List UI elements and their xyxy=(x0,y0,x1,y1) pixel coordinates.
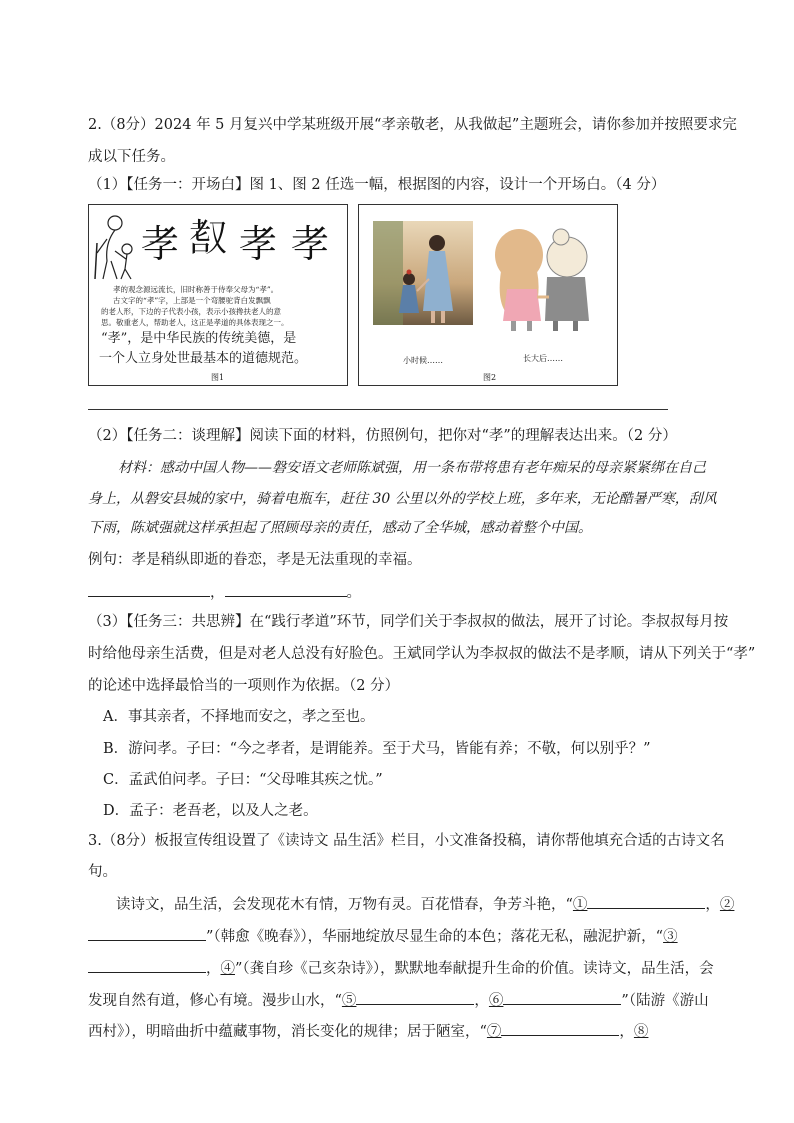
xiao-char-4: 孝 xyxy=(291,222,330,266)
answer-blank-2[interactable] xyxy=(225,582,347,597)
poem-blank-2[interactable] xyxy=(88,926,206,941)
xiao-char-3: 孝 xyxy=(239,222,278,266)
q3-para-line2 xyxy=(88,926,678,947)
blank-num-7: ⑦ xyxy=(486,1024,502,1040)
q3-text-4: 发现自然有道，修心有境。漫步山水，“ xyxy=(88,993,342,1009)
fig1-text-2: 古文字的“孝”字，上部是一个弯腰驼背白发飘飘 xyxy=(113,296,271,305)
fig2-label-left: 小时候…… xyxy=(403,356,443,365)
fig1-text-1: 孝的观念源远流长，旧时称善于侍奉父母为“孝”。 xyxy=(113,285,279,294)
xiao-char-2: 𦒺 xyxy=(189,216,228,260)
poem-blank-5[interactable] xyxy=(356,990,474,1005)
q3-para-line5: 西村》），明暗曲折中蕴藏事物，消长变化的规律；居于陋室，“⑦ ，⑧ xyxy=(88,1021,648,1042)
q3-para-line1: 读诗文，品生活，会发现花木有情，万物有灵。百花惜春，争芳斗艳，“① ，② xyxy=(116,894,734,915)
poem-blank-3[interactable] xyxy=(88,958,206,973)
poem-blank-7[interactable] xyxy=(501,1021,619,1036)
elder-child-illustration xyxy=(93,213,137,283)
fig1-caption: 图1 xyxy=(211,373,225,382)
q3-para-line4: 发现自然有道，修心有境。漫步山水，“⑤ ，⑥ ”（陆游《游山 xyxy=(88,990,709,1011)
q3-text-5: 西村》），明暗曲折中蕴藏事物，消长变化的规律；居于陋室，“ xyxy=(88,1024,487,1040)
xiao-char-1: 孝 xyxy=(141,222,180,266)
poem-blank-1[interactable] xyxy=(587,894,705,909)
material-line-3: 下雨，陈斌强就这样承担起了照顾母亲的责任，感动了全华城，感动着整个中国。 xyxy=(88,520,592,536)
blank-num-5: ⑤ xyxy=(341,993,357,1009)
fig1-big-1: “孝”，是中华民族的传统美德，是 xyxy=(101,331,297,346)
grown-up-cartoon xyxy=(483,221,607,333)
q2-line1: 2.（8分）2024 年 5 月复兴中学某班级开展“孝亲敬老，从我做起”主题班会，请你参加并按照要求完 xyxy=(88,117,737,133)
q3-line1: 3.（8分）板报宣传组设置了《读诗文 品生活》栏目，小文准备投稿，请你帮他填充合适的古诗文名 xyxy=(88,833,725,849)
q3-para-line3: ，④”（龚自珍《己亥杂诗》），默默地奉献提升生命的价值。读诗文，品生活，会 xyxy=(88,958,714,979)
q3-line2: 句。 xyxy=(88,864,117,880)
figure-1 xyxy=(88,204,348,386)
comma: ， xyxy=(210,585,225,601)
q2-line2: 成以下任务。 xyxy=(88,149,175,165)
fig1-text-4: 思。敬重老人，帮助老人，这正是孝道的具体表现之一。 xyxy=(101,318,289,327)
fig1-text-3: 的老人形，下边的子代表小孩，表示小孩搀扶老人的意 xyxy=(101,307,281,316)
answer-line-task1[interactable] xyxy=(88,409,668,410)
material-line-2: 身上，从磐安县城的家中，骑着电瓶车，赶往 30 公里以外的学校上班，多年来，无论酷暑严寒，刮风 xyxy=(88,491,717,507)
q3-text-4b: ”（陆游《游山 xyxy=(621,993,709,1009)
blank-num-8: ⑧ xyxy=(633,1024,649,1040)
task2-prompt: （2）【任务二：谈理解】阅读下面的材料，仿照例句，把你对“孝”的理解表达出来。（2 分） xyxy=(88,428,677,444)
answer-blank-1[interactable] xyxy=(88,582,210,597)
figure-2 xyxy=(358,204,618,386)
q3-text-2: ”（韩愈《晚春》），华丽地绽放尽显生命的本色；落花无私，融泥护新，“ xyxy=(206,929,664,945)
option-c[interactable]: C．孟武伯问孝。子曰：“父母唯其疾之忧。” xyxy=(103,772,383,788)
material-line-1: 材料：感动中国人物——磐安语文老师陈斌强，用一条布带将患有老年痴呆的母亲紧紧绑在自己 xyxy=(118,460,706,476)
blank-num-2: ② xyxy=(719,897,735,913)
q3-text-1: 读诗文，品生活，会发现花木有情，万物有灵。百花惜春，争芳斗艳，“ xyxy=(116,897,573,913)
option-d[interactable]: D．孟子：老吾老，以及人之老。 xyxy=(103,803,318,819)
option-b[interactable]: B．游问孝。子曰：“今之孝者，是谓能养。至于犬马，皆能有养；不敬，何以别乎？” xyxy=(103,741,651,757)
blank-num-1: ① xyxy=(572,897,588,913)
fig2-label-right: 长大后…… xyxy=(523,354,563,363)
poem-blank-6[interactable] xyxy=(503,990,621,1005)
blank-num-4: ④ xyxy=(220,961,235,977)
task3-line-1: （3）【任务三：共思辨】在“践行孝道”环节，同学们关于李叔叔的做法，展开了讨论。李叔叔每月按 xyxy=(88,614,729,630)
blank-num-3: ③ xyxy=(663,929,678,945)
task3-line-3: 的论述中选择最恰当的一项则作为依据。（2 分） xyxy=(88,678,400,694)
task1-prompt: （1）【任务一：开场白】图 1、图 2 任选一幅，根据图的内容，设计一个开场白。（4 分） xyxy=(88,177,666,193)
fig2-caption: 图2 xyxy=(483,373,497,382)
blank-num-6: ⑥ xyxy=(488,993,504,1009)
example-sentence: 例句：孝是稍纵即逝的眷恋，孝是无法重现的幸福。 xyxy=(88,552,422,568)
q3-text-3: ”（龚自珍《己亥杂诗》），默默地奉献提升生命的价值。读诗文，品生活，会 xyxy=(235,961,714,977)
task2-answer-row xyxy=(88,582,361,603)
fig1-big-2: 一个人立身处世最基本的道德规范。 xyxy=(99,351,308,366)
childhood-photo xyxy=(373,221,473,325)
option-a[interactable]: A．事其亲者，不择地而安之，孝之至也。 xyxy=(103,709,375,725)
task3-line-2: 时给他母亲生活费，但是对老人总没有好脸色。王斌同学认为李叔叔的做法不是孝顺，请从下列关于“孝” xyxy=(88,646,756,662)
period: 。 xyxy=(346,585,361,601)
